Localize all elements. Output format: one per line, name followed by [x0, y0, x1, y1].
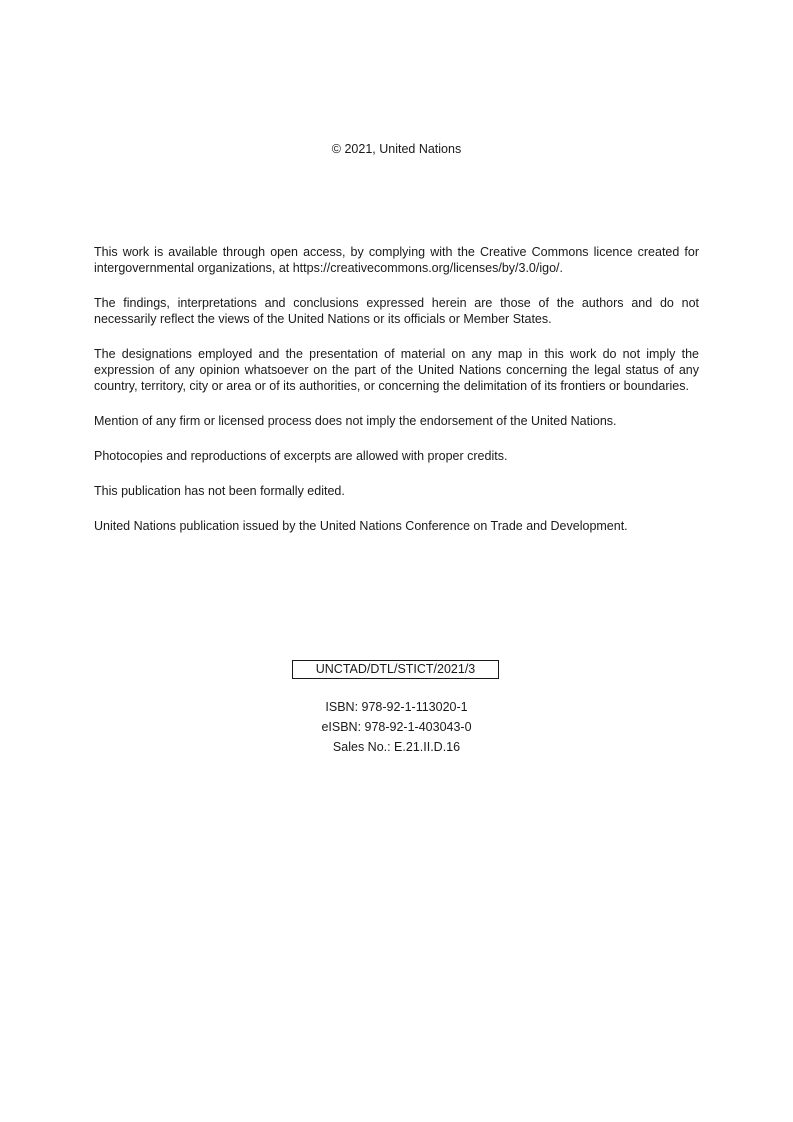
disclaimer-endorsement: Mention of any firm or licensed process does not imply the endorsement of the United Nations.: [94, 414, 617, 428]
open-access-notice: This work is available through open access, by complying with the Creative Commons licence created for intergovernmental organizations, at https://creativecommons.org/licenses/by/3.0/igo/.: [94, 245, 699, 275]
legal-notices: [94, 244, 699, 553]
disclaimer-views: The findings, interpretations and conclusions expressed herein are those of the authors and do not necessarily reflect the views of the United Nations or its officials or Member States.: [94, 296, 699, 326]
copyright-notice: © 2021, United Nations: [331, 142, 462, 156]
editing-notice: This publication has not been formally edited.: [94, 484, 345, 498]
sales-number: Sales No.: E.21.II.D.16: [332, 740, 461, 754]
publisher-notice: United Nations publication issued by the United Nations Conference on Trade and Development.: [94, 519, 628, 533]
photocopy-notice: Photocopies and reproductions of excerpts are allowed with proper credits.: [94, 449, 508, 463]
eisbn: eISBN: 978-92-1-403043-0: [321, 720, 472, 734]
disclaimer-designations: The designations employed and the presentation of material on any map in this work do not imply the expression of any opinion whatsoever on the part of the United Nations concerning the legal status of any country, territory, city or area or of its authorities, or concerning the delimitation of its frontiers or boundaries.: [94, 347, 699, 393]
publication-identifiers: [0, 697, 793, 757]
document-symbol: UNCTAD/DTL/STICT/2021/3: [292, 660, 499, 679]
isbn: ISBN: 978-92-1-113020-1: [325, 700, 468, 714]
